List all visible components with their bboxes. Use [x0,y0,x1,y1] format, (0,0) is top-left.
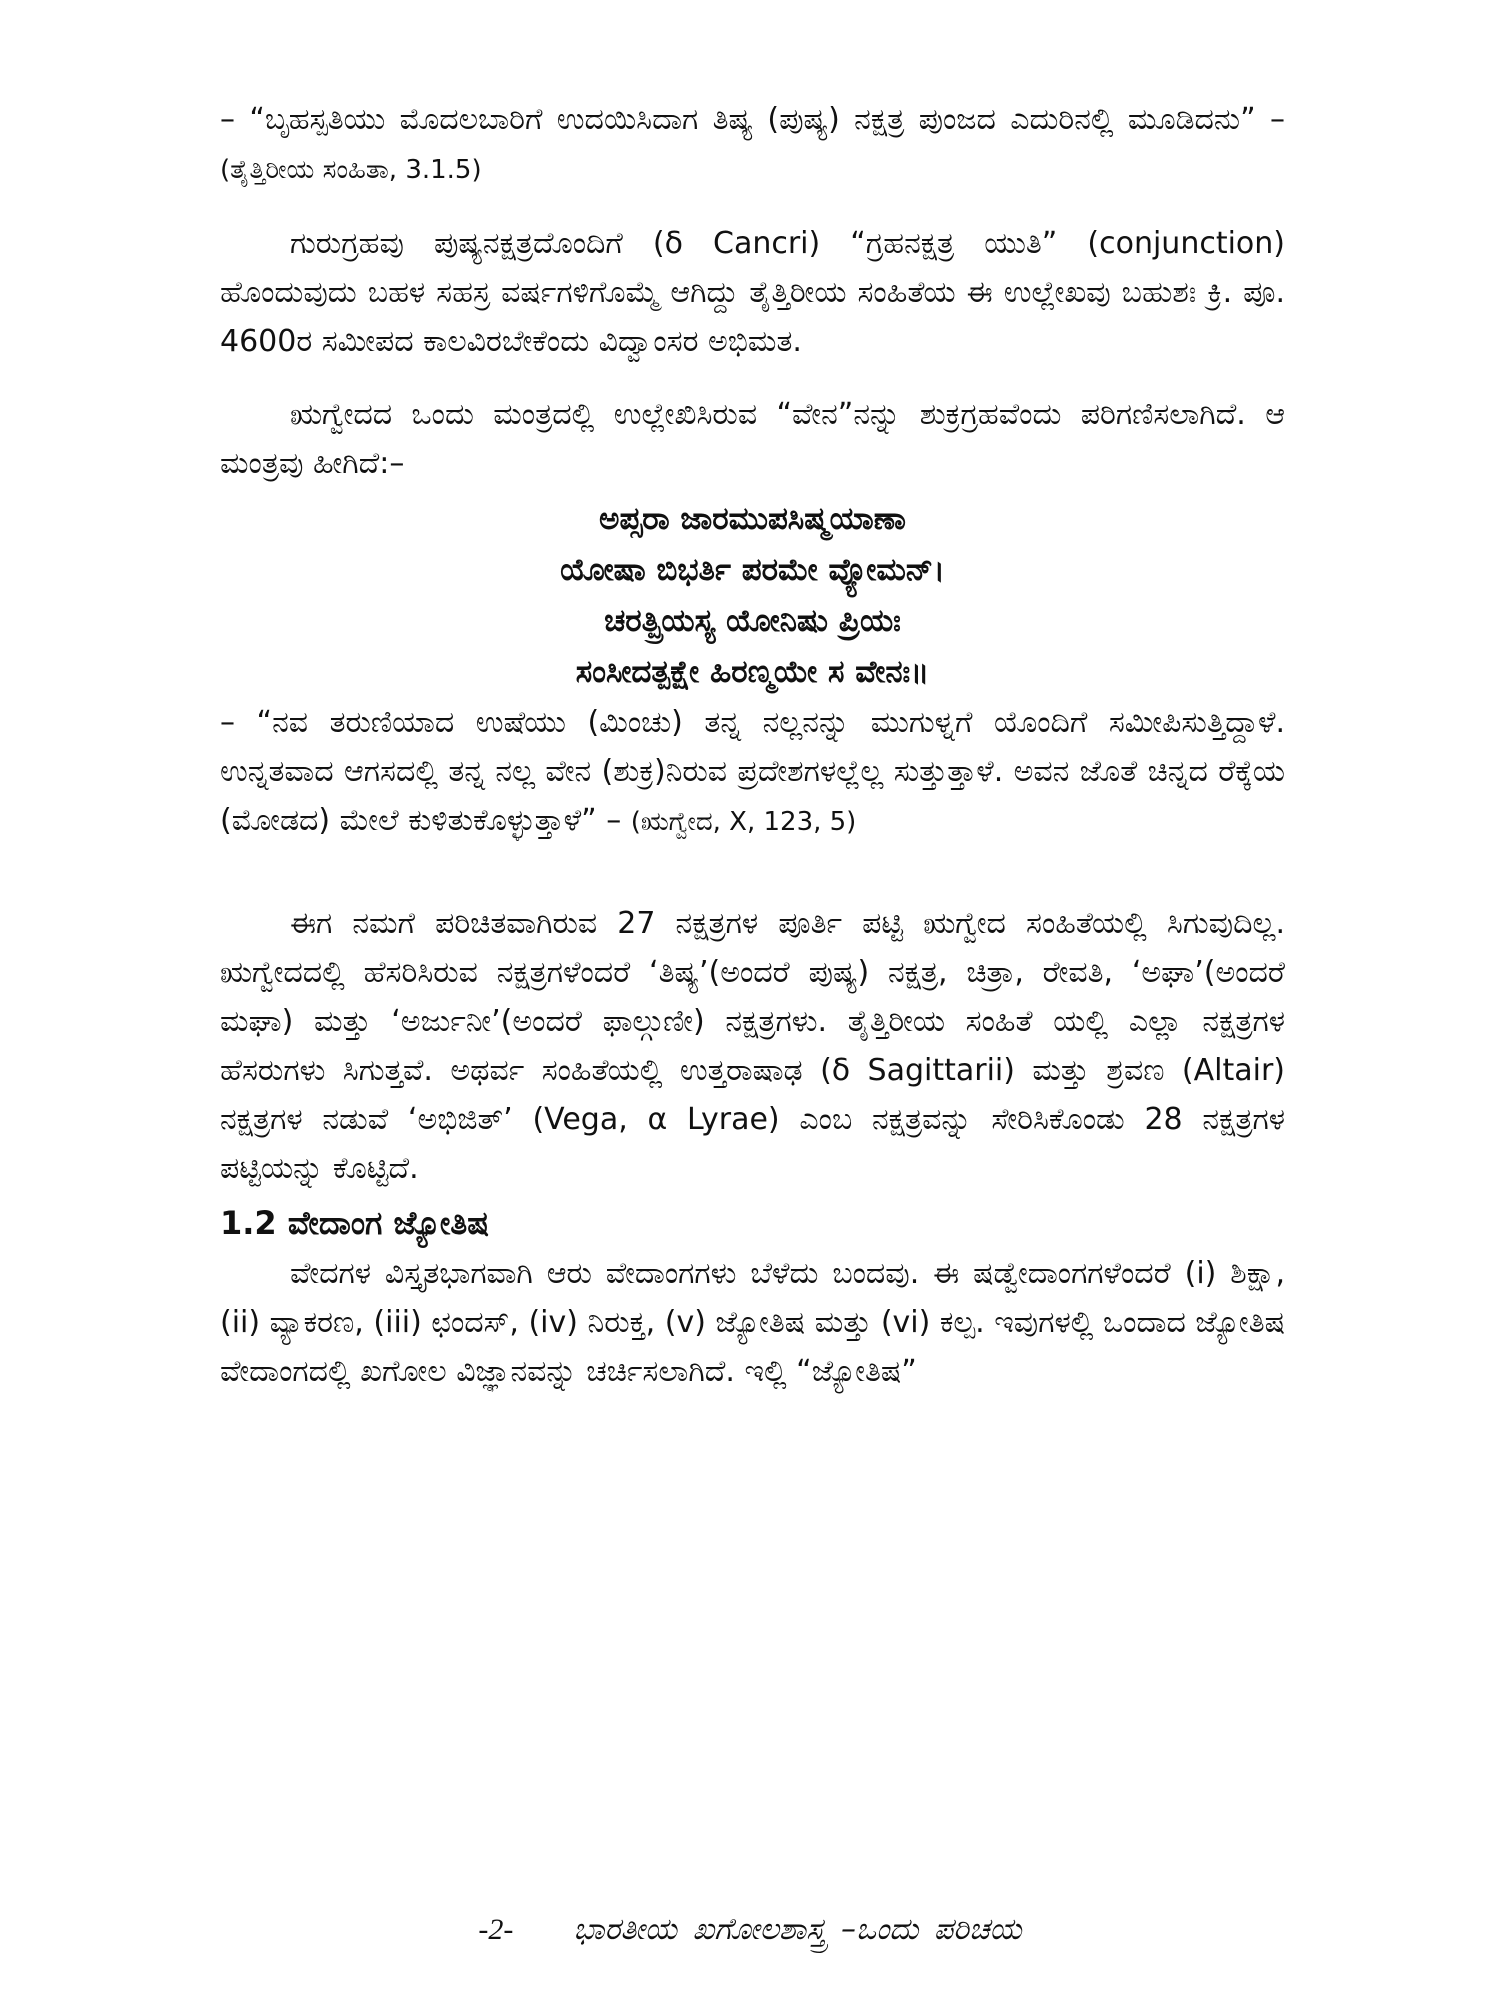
verse-line: ಸಂಸೀದತ್ಪಕ್ಷೇ ಹಿರಣ್ಮಯೇ ಸ ವೇನಃ॥ [575,654,930,690]
paragraph-nakshatras: ಈಗ ನಮಗೆ ಪರಿಚಿತವಾಗಿರುವ 27 ನಕ್ಷತ್ರಗಳ ಪೂರ್ತಿ ಪಟ್ಟಿ ಋಗ್ವೇದ ಸಂಹಿತೆಯಲ್ಲಿ ಸಿಗುವುದಿಲ್ಲ. ಋಗ್ವೇದದಲ್ಲಿ ಹೆಸರಿಸಿರುವ ನಕ್ಷತ್ರಗಳೆಂದರೆ ‘ತಿಷ್ಯ’(ಅಂದರೆ ಪುಷ್ಯ) ನಕ್ಷತ್ರ, ಚಿತ್ರಾ, ರೇವತಿ, ‘ಅಘಾ’(ಅಂದರೆ ಮಘಾ) ಮತ್ತು ‘ಅರ್ಜುನೀ’(ಅಂದರೆ ಫಾಲ್ಗುಣೀ) ನಕ್ಷತ್ರಗಳು. ತೈತ್ತಿರೀಯ ಸಂಹಿತೆ ಯಲ್ಲಿ ಎಲ್ಲಾ ನಕ್ಷತ್ರಗಳ ಹೆಸರುಗಳು ಸಿಗುತ್ತವೆ. ಅಥರ್ವ ಸಂಹಿತೆಯಲ್ಲಿ ಉತ್ತರಾಷಾಢ (δ Sagittarii) ಮತ್ತು ಶ್ರವಣ (Altair) ನಕ್ಷತ್ರಗಳ ನಡುವೆ ‘ಅಭಿಜಿತ್’ (Vega, α Lyrae) ಎಂಬ ನಕ್ಷತ್ರವನ್ನು ಸೇರಿಸಿಕೊಂಡು 28 ನಕ್ಷತ್ರಗಳ ಪಟ್ಟಿಯನ್ನು ಕೊಟ್ಟಿದೆ. [220,906,1285,1186]
paragraph-vena: ಋಗ್ವೇದದ ಒಂದು ಮಂತ್ರದಲ್ಲಿ ಉಲ್ಲೇಖಿಸಿರುವ “ವೇನ”ನನ್ನು ಶುಕ್ರಗ್ರಹವೆಂದು ಪರಿಗಣಿಸಲಾಗಿದೆ. ಆ ಮಂತ್ರವು ಹೀಗಿದೆ:– [220,397,1285,481]
paragraph-vedanga: ವೇದಗಳ ವಿಸ್ತೃತಭಾಗವಾಗಿ ಆರು ವೇದಾಂಗಗಳು ಬೆಳೆದು ಬಂದವು. ಈ ಷಡ್ವೇದಾಂಗಗಳೆಂದರೆ (i) ಶಿಕ್ಷಾ, (ii) ವ್ಯಾಕರಣ, (iii) ಛಂದಸ್, (iv) ನಿರುಕ್ತ, (v) ಜ್ಯೋತಿಷ ಮತ್ತು (vi) ಕಲ್ಪ. ಇವುಗಳಲ್ಲಿ ಒಂದಾದ ಜ್ಯೋತಿಷ ವೇದಾಂಗದಲ್ಲಿ ಖಗೋಲ ವಿಜ್ಞಾನವನ್ನು ಚರ್ಚಿಸಲಾಗಿದೆ. ಇಲ್ಲಿ “ಜ್ಯೋತಿಷ” [220,1256,1285,1389]
section-heading: 1.2 ವೇದಾಂಗ ಜ್ಯೋತಿಷ [220,1204,490,1242]
quote-usha-text: – “ನವ ತರುಣಿಯಾದ ಉಷೆಯು (ಮಿಂಚು) ತನ್ನ ನಲ್ಲನನ್ನು ಮುಗುಳ್ನಗೆ ಯೊಂದಿಗೆ ಸಮೀಪಿಸುತ್ತಿದ್ದಾಳೆ. ಉನ್ನತವಾದ ಆಗಸದಲ್ಲಿ ತನ್ನ ನಲ್ಲ ವೇನ (ಶುಕ್ರ)ನಿರುವ ಪ್ರದೇಶಗಳಲ್ಲೆಲ್ಲ ಸುತ್ತುತ್ತಾಳೆ. ಅವನ ಜೊತೆ ಚಿನ್ನದ ರೆಕ್ಕೆಯ (ಮೋಡದ) ಮೇಲೆ ಕುಳಿತುಕೊಳ್ಳುತ್ತಾಳೆ” – [220,705,1285,838]
page-footer [0,1912,1500,1947]
verse-block [220,494,1285,698]
quote-brihaspati-source: (ತೈತ್ತಿರೀಯ ಸಂಹಿತಾ, 3.1.5) [220,155,482,185]
verse-line: ಚರತ್ಪ್ರಿಯಸ್ಯ ಯೋನಿಷು ಪ್ರಿಯಃ [604,603,901,639]
book-title: ಭಾರತೀಯ ಖಗೋಲಶಾಸ್ತ್ರ –ಒಂದು ಪರಿಚಯ [573,1912,1022,1947]
quote-usha [220,698,1285,847]
verse-line: ಯೋಷಾ ಬಿಭರ್ತಿ ಪರಮೇ ವ್ಯೋಮನ್। [560,552,945,588]
quote-brihaspati-text: – “ಬೃಹಸ್ಪತಿಯು ಮೊದಲಬಾರಿಗೆ ಉದಯಿಸಿದಾಗ ತಿಷ್ಯ (ಪುಷ್ಯ) ನಕ್ಷತ್ರ ಪುಂಜದ ಎದುರಿನಲ್ಲಿ ಮೂಡಿದನು” – [220,102,1285,137]
page-number: -2- [478,1913,514,1946]
quote-usha-source: (ಋಗ್ವೇದ, X, 123, 5) [630,807,857,837]
quote-brihaspati [220,95,1285,195]
page-body [220,95,1285,1396]
paragraph-conjunction: ಗುರುಗ್ರಹವು ಪುಷ್ಯನಕ್ಷತ್ರದೊಂದಿಗೆ (δ Cancri) “ಗ್ರಹನಕ್ಷತ್ರ ಯುತಿ” (conjunction) ಹೊಂದುವುದು ಬಹಳ ಸಹಸ್ರ ವರ್ಷಗಳಿಗೊಮ್ಮೆ ಆಗಿದ್ದು ತೈತ್ತಿರೀಯ ಸಂಹಿತೆಯ ಈ ಉಲ್ಲೇಖವು ಬಹುಶಃ ಕ್ರಿ. ಪೂ. 4600ರ ಸಮೀಪದ ಕಾಲವಿರಬೇಕೆಂದು ವಿದ್ವಾಂಸರ ಅಭಿಮತ. [220,226,1285,359]
verse-line: ಅಪ್ಸರಾ ಜಾರಮುಪಸಿಷ್ಮಯಾಣಾ [599,501,906,537]
